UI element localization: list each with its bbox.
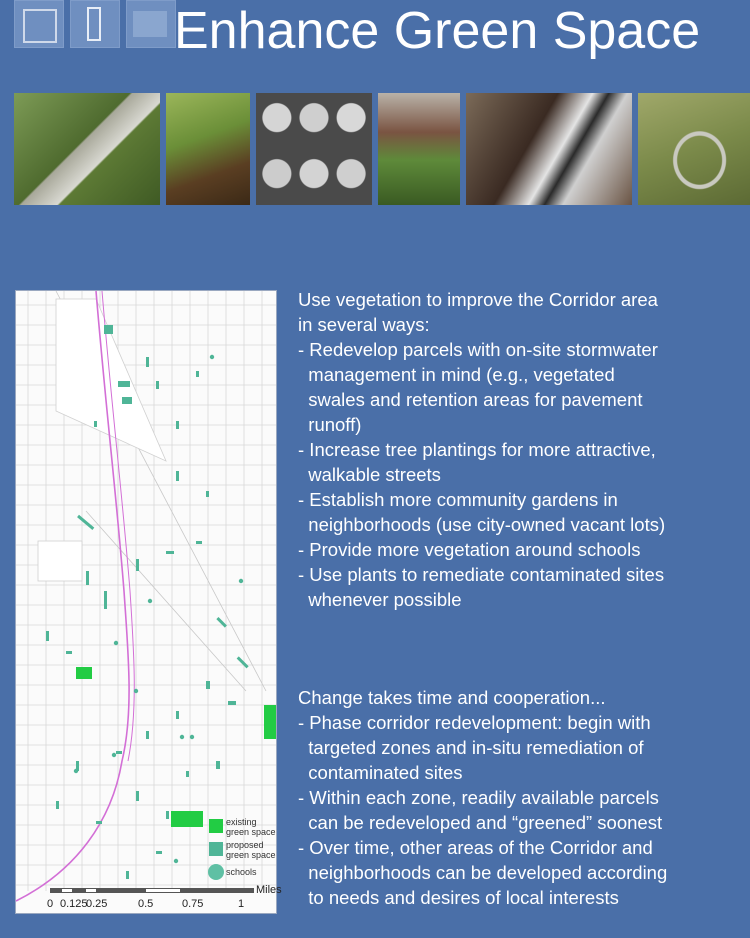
thumbnail-map-1 — [14, 0, 64, 48]
scale-tick-025: 0.25 — [86, 898, 108, 910]
map-legend — [208, 817, 276, 880]
scale-tick-05: 0.5 — [138, 898, 154, 910]
scale-tick-0125: 0.125 — [60, 898, 88, 910]
open-area-north — [56, 299, 166, 461]
photo-remediation-site — [638, 93, 750, 205]
scale-tick-1: 1 — [238, 898, 245, 910]
photo-community-garden — [378, 93, 460, 205]
legend-existing-line2: green space — [226, 827, 276, 837]
vegetation-strategies-text: Use vegetation to improve the Corridor area in several ways: - Redevelop parcels with on-site stormwater management in mind (e.g., vegetated swales and retention areas for pavement runoff) - Increase tree plantings for more attractive, walkable streets - Establish more community gardens in neighborhoods (use city-owned vacant lots) - Provide more vegetation around schools - Use plants to remediate contaminated sites whenever possible — [298, 289, 666, 610]
scale-tick-0: 0 — [47, 898, 54, 910]
phasing-text: Change takes time and cooperation... - Phase corridor redevelopment: begin with targeted zones and in-situ remediation of contaminated sites - Within each zone, readily available parcels can be redeveloped and “greened” soonest - Over time, other areas of the Corridor and neighborhoods can be developed according to needs and desires of local interests — [298, 687, 668, 908]
photo-schoolchildren — [466, 93, 632, 205]
legend-proposed-line2: green space — [226, 850, 276, 860]
legend-existing-line1: existing — [226, 817, 257, 827]
thumbnail-map-2 — [70, 0, 120, 48]
legend-schools-label: schools — [226, 867, 257, 877]
scale-tick-075: 0.75 — [182, 898, 204, 910]
photo-tree-planting — [166, 93, 250, 205]
page-title: Enhance Green Space — [174, 2, 701, 60]
map-svg — [16, 291, 282, 913]
scale-unit: Miles — [256, 884, 282, 896]
thumbnail-strip — [14, 0, 176, 48]
open-area-mid — [38, 541, 82, 581]
legend-proposed-swatch — [209, 842, 223, 856]
legend-proposed-line1: proposed — [226, 840, 264, 850]
thumbnail-map-3 — [126, 0, 176, 48]
photo-permeable-pavers — [256, 93, 372, 205]
legend-schools-symbol — [208, 864, 224, 880]
corridor-map — [15, 290, 282, 914]
photo-vegetated-swale — [14, 93, 160, 205]
street-grid — [16, 291, 276, 891]
legend-existing-swatch — [209, 819, 223, 833]
